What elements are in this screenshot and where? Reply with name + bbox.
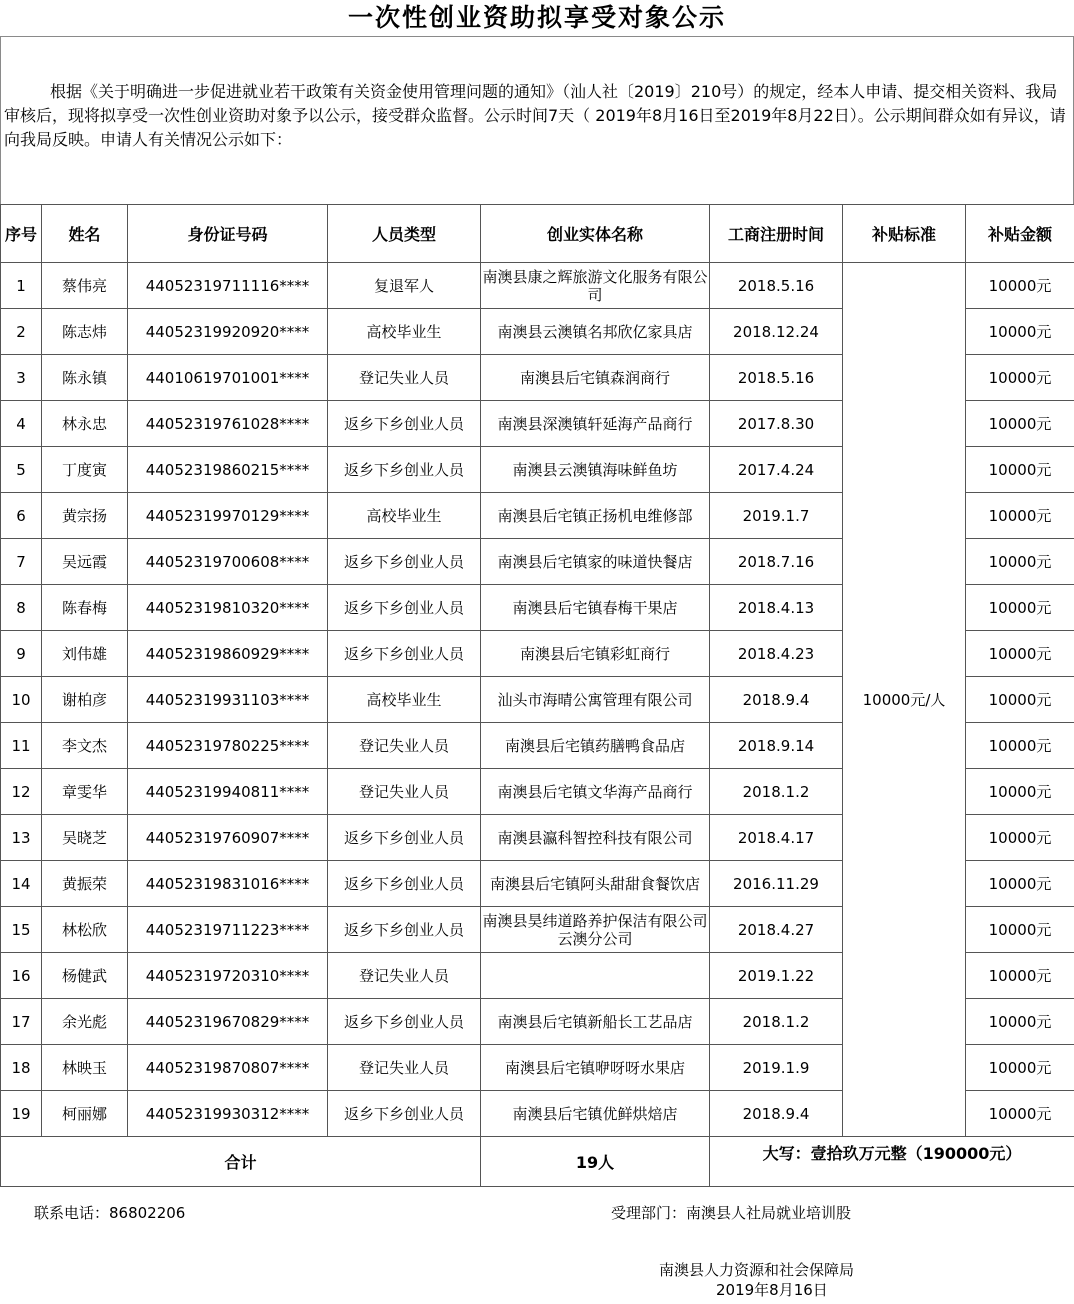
cell-name: 黄宗扬 xyxy=(42,493,128,539)
cell-id: 44010619701001**** xyxy=(128,355,328,401)
cell-date: 2017.8.30 xyxy=(710,401,843,447)
cell-type: 高校毕业生 xyxy=(328,493,481,539)
cell-amount: 10000元 xyxy=(966,999,1074,1045)
cell-no: 9 xyxy=(1,631,42,677)
cell-amount: 10000元 xyxy=(966,631,1074,677)
cell-type: 返乡下乡创业人员 xyxy=(328,907,481,953)
cell-entity: 南澳县后宅镇阿头甜甜食餐饮店 xyxy=(481,861,710,907)
cell-type: 返乡下乡创业人员 xyxy=(328,815,481,861)
cell-amount: 10000元 xyxy=(966,309,1074,355)
cell-id: 44052319920920**** xyxy=(128,309,328,355)
cell-no: 11 xyxy=(1,723,42,769)
total-count: 19人 xyxy=(481,1137,710,1187)
cell-name: 黄振荣 xyxy=(42,861,128,907)
cell-id: 44052319780225**** xyxy=(128,723,328,769)
cell-id: 44052319870807**** xyxy=(128,1045,328,1091)
header-no: 序号 xyxy=(1,205,42,263)
cell-entity: 南澳县深澳镇轩延海产品商行 xyxy=(481,401,710,447)
cell-type: 高校毕业生 xyxy=(328,309,481,355)
cell-name: 吴晓芝 xyxy=(42,815,128,861)
header-name: 姓名 xyxy=(42,205,128,263)
cell-date: 2018.1.2 xyxy=(710,769,843,815)
cell-name: 陈春梅 xyxy=(42,585,128,631)
cell-name: 林松欣 xyxy=(42,907,128,953)
cell-date: 2019.1.9 xyxy=(710,1045,843,1091)
cell-no: 13 xyxy=(1,815,42,861)
cell-entity: 南澳县后宅镇春梅干果店 xyxy=(481,585,710,631)
cell-amount: 10000元 xyxy=(966,953,1074,999)
cell-name: 刘伟雄 xyxy=(42,631,128,677)
cell-name: 杨健武 xyxy=(42,953,128,999)
cell-id: 44052319700608**** xyxy=(128,539,328,585)
cell-date: 2018.9.4 xyxy=(710,1091,843,1137)
cell-no: 19 xyxy=(1,1091,42,1137)
cell-no: 4 xyxy=(1,401,42,447)
cell-id: 44052319930312**** xyxy=(128,1091,328,1137)
cell-amount: 10000元 xyxy=(966,355,1074,401)
cell-name: 林映玉 xyxy=(42,1045,128,1091)
cell-name: 林永忠 xyxy=(42,401,128,447)
cell-entity: 南澳县后宅镇彩虹商行 xyxy=(481,631,710,677)
cell-id: 44052319711223**** xyxy=(128,907,328,953)
table-row xyxy=(1,263,1074,309)
cell-entity: 南澳县后宅镇优鲜烘焙店 xyxy=(481,1091,710,1137)
header-id: 身份证号码 xyxy=(128,205,328,263)
cell-amount: 10000元 xyxy=(966,861,1074,907)
cell-amount: 10000元 xyxy=(966,539,1074,585)
cell-type: 返乡下乡创业人员 xyxy=(328,631,481,677)
cell-type: 返乡下乡创业人员 xyxy=(328,861,481,907)
cell-type: 登记失业人员 xyxy=(328,1045,481,1091)
recipient-table xyxy=(0,204,1074,1187)
cell-no: 10 xyxy=(1,677,42,723)
cell-date: 2018.9.4 xyxy=(710,677,843,723)
cell-standard: 10000元/人 xyxy=(843,263,966,1137)
cell-amount: 10000元 xyxy=(966,493,1074,539)
total-label: 合计 xyxy=(1,1137,481,1187)
cell-id: 44052319831016**** xyxy=(128,861,328,907)
cell-id: 44052319670829**** xyxy=(128,999,328,1045)
cell-no: 1 xyxy=(1,263,42,309)
cell-name: 章雯华 xyxy=(42,769,128,815)
cell-no: 14 xyxy=(1,861,42,907)
cell-amount: 10000元 xyxy=(966,447,1074,493)
cell-entity: 南澳县云澳镇名邦欣亿家具店 xyxy=(481,309,710,355)
cell-type: 返乡下乡创业人员 xyxy=(328,1091,481,1137)
cell-entity: 南澳县后宅镇正扬机电维修部 xyxy=(481,493,710,539)
cell-type: 返乡下乡创业人员 xyxy=(328,447,481,493)
page-title: 一次性创业资助拟享受对象公示 xyxy=(0,0,1074,37)
cell-amount: 10000元 xyxy=(966,723,1074,769)
cell-no: 8 xyxy=(1,585,42,631)
cell-type: 复退军人 xyxy=(328,263,481,309)
cell-entity: 南澳县瀛科智控科技有限公司 xyxy=(481,815,710,861)
cell-date: 2018.7.16 xyxy=(710,539,843,585)
cell-name: 柯丽娜 xyxy=(42,1091,128,1137)
cell-date: 2018.5.16 xyxy=(710,263,843,309)
cell-id: 44052319810320**** xyxy=(128,585,328,631)
header-amount: 补贴金额 xyxy=(966,205,1074,263)
cell-no: 17 xyxy=(1,999,42,1045)
cell-entity: 南澳县后宅镇森润商行 xyxy=(481,355,710,401)
header-type: 人员类型 xyxy=(328,205,481,263)
cell-date: 2018.4.27 xyxy=(710,907,843,953)
cell-name: 丁度寅 xyxy=(42,447,128,493)
table-header-row xyxy=(1,205,1074,263)
cell-amount: 10000元 xyxy=(966,585,1074,631)
cell-type: 返乡下乡创业人员 xyxy=(328,585,481,631)
cell-date: 2018.4.17 xyxy=(710,815,843,861)
cell-entity: 南澳县云澳镇海味鲜鱼坊 xyxy=(481,447,710,493)
cell-no: 15 xyxy=(1,907,42,953)
cell-type: 返乡下乡创业人员 xyxy=(328,999,481,1045)
cell-name: 李文杰 xyxy=(42,723,128,769)
cell-name: 陈志炜 xyxy=(42,309,128,355)
cell-type: 登记失业人员 xyxy=(328,769,481,815)
cell-no: 3 xyxy=(1,355,42,401)
cell-entity: 南澳县后宅镇文华海产品商行 xyxy=(481,769,710,815)
cell-amount: 10000元 xyxy=(966,677,1074,723)
contact-phone: 联系电话：86802206 xyxy=(34,1204,186,1222)
cell-type: 高校毕业生 xyxy=(328,677,481,723)
cell-amount: 10000元 xyxy=(966,1045,1074,1091)
issuer: 南澳县人力资源和社会保障局 xyxy=(659,1261,855,1279)
cell-date: 2016.11.29 xyxy=(710,861,843,907)
total-row xyxy=(1,1137,1074,1187)
cell-type: 登记失业人员 xyxy=(328,953,481,999)
cell-no: 5 xyxy=(1,447,42,493)
total-amount-text: 大写：壹拾玖万元整（190000元） xyxy=(710,1137,1074,1187)
cell-amount: 10000元 xyxy=(966,815,1074,861)
cell-name: 吴远霞 xyxy=(42,539,128,585)
cell-no: 12 xyxy=(1,769,42,815)
cell-amount: 10000元 xyxy=(966,907,1074,953)
cell-id: 44052319931103**** xyxy=(128,677,328,723)
cell-type: 返乡下乡创业人员 xyxy=(328,539,481,585)
table-body xyxy=(1,263,1074,1187)
cell-amount: 10000元 xyxy=(966,769,1074,815)
issue-date: 2019年8月16日 xyxy=(716,1281,828,1299)
cell-type: 登记失业人员 xyxy=(328,355,481,401)
header-entity: 创业实体名称 xyxy=(481,205,710,263)
cell-date: 2018.1.2 xyxy=(710,999,843,1045)
header-date: 工商注册时间 xyxy=(710,205,843,263)
cell-date: 2019.1.22 xyxy=(710,953,843,999)
cell-entity: 南澳县后宅镇家的味道快餐店 xyxy=(481,539,710,585)
cell-name: 余光彪 xyxy=(42,999,128,1045)
cell-id: 44052319760907**** xyxy=(128,815,328,861)
header-standard: 补贴标准 xyxy=(843,205,966,263)
cell-entity: 汕头市海晴公寓管理有限公司 xyxy=(481,677,710,723)
cell-no: 16 xyxy=(1,953,42,999)
cell-no: 18 xyxy=(1,1045,42,1091)
cell-name: 蔡伟亮 xyxy=(42,263,128,309)
cell-entity xyxy=(481,953,710,999)
cell-entity: 南澳县昊纬道路养护保洁有限公司云澳分公司 xyxy=(481,907,710,953)
cell-amount: 10000元 xyxy=(966,401,1074,447)
cell-type: 返乡下乡创业人员 xyxy=(328,401,481,447)
cell-entity: 南澳县后宅镇新船长工艺品店 xyxy=(481,999,710,1045)
cell-id: 44052319761028**** xyxy=(128,401,328,447)
cell-id: 44052319711116**** xyxy=(128,263,328,309)
cell-amount: 10000元 xyxy=(966,263,1074,309)
cell-id: 44052319940811**** xyxy=(128,769,328,815)
cell-date: 2018.9.14 xyxy=(710,723,843,769)
cell-id: 44052319970129**** xyxy=(128,493,328,539)
cell-id: 44052319860929**** xyxy=(128,631,328,677)
cell-date: 2017.4.24 xyxy=(710,447,843,493)
cell-amount: 10000元 xyxy=(966,1091,1074,1137)
cell-entity: 南澳县后宅镇咿呀呀水果店 xyxy=(481,1045,710,1091)
cell-date: 2019.1.7 xyxy=(710,493,843,539)
cell-no: 7 xyxy=(1,539,42,585)
cell-entity: 南澳县后宅镇药膳鸭食品店 xyxy=(481,723,710,769)
cell-no: 6 xyxy=(1,493,42,539)
cell-name: 谢柏彦 xyxy=(42,677,128,723)
cell-id: 44052319720310**** xyxy=(128,953,328,999)
intro-paragraph: 根据《关于明确进一步促进就业若干政策有关资金使用管理问题的通知》（汕人社〔2019〕210号）的规定，经本人申请、提交相关资料、我局审核后，现将拟享受一次性创业资助对象予以公示，接受群众监督。公示时间7天（ 2019年8月16日至2019年8月22日）。公示期间群众如有异议，请向我局反映。申请人有关情况公示如下： xyxy=(4,82,1066,149)
cell-date: 2018.4.13 xyxy=(710,585,843,631)
cell-date: 2018.4.23 xyxy=(710,631,843,677)
cell-id: 44052319860215**** xyxy=(128,447,328,493)
department: 受理部门：南澳县人社局就业培训股 xyxy=(611,1204,852,1222)
cell-no: 2 xyxy=(1,309,42,355)
cell-date: 2018.12.24 xyxy=(710,309,843,355)
cell-name: 陈永镇 xyxy=(42,355,128,401)
cell-type: 登记失业人员 xyxy=(328,723,481,769)
cell-entity: 南澳县康之辉旅游文化服务有限公司 xyxy=(481,263,710,309)
cell-date: 2018.5.16 xyxy=(710,355,843,401)
